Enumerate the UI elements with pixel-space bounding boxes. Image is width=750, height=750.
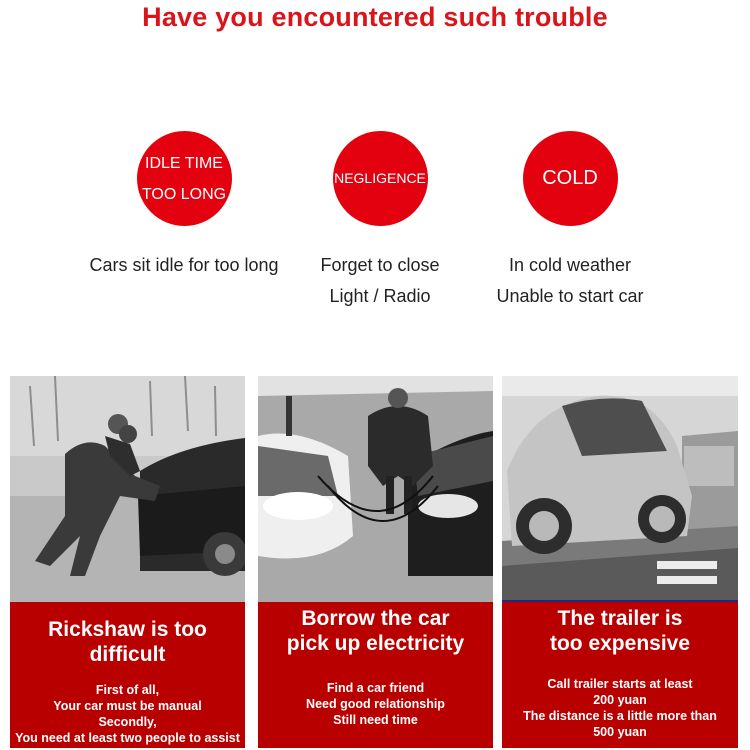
card-text-panel [502,602,738,748]
card-body-line: The distance is a little more than [523,709,717,723]
issue-description-line: Light / Radio [329,286,431,306]
issue-circle-line: IDLE TIME [145,154,223,172]
card-heading-line: Borrow the car [301,607,450,630]
card-heading-line: pick up electricity [286,632,465,655]
card-trailer [502,376,738,748]
issue-cold [450,131,690,312]
page-title: Have you encountered such trouble [142,2,608,32]
issue-circle-line: COLD [542,167,598,189]
issue-description-line: Cars sit idle for too long [89,255,279,275]
issue-circle [523,131,618,226]
card-body-line: Your car must be manual [53,699,202,713]
card-body-line: 500 yuan [593,725,647,739]
photo-pushing-car-in-snow [10,376,245,602]
card-heading-line: Rickshaw is too difficult [48,618,207,666]
issue-circle [137,131,232,226]
card-body-line: You need at least two people to assist [15,731,240,745]
issue-circle [333,131,428,226]
card-body-line: Call trailer starts at least [547,677,693,691]
card-body [258,656,493,728]
card-body-line: First of all, [95,683,160,697]
card-heading-line: too expensive [549,632,691,655]
card-heading-line: The trailer is [557,607,683,630]
card-body-line: 200 yuan [593,693,647,707]
issue-description-line: Forget to close [320,255,440,275]
card-heading [10,602,245,667]
photo-car-on-tow-truck [502,376,738,602]
card-body-line: Find a car friend [326,681,425,695]
issue-description-line: Unable to start car [496,286,644,306]
card-body-line: Secondly, [98,715,157,729]
issue-circle-line: NEGLIGENCE [334,170,426,186]
card-body [10,667,245,746]
card-borrow-car [258,376,493,748]
card-text-panel [10,602,245,748]
card-text-panel [258,602,493,748]
card-body-line: Still need time [333,713,418,727]
card-heading [502,602,738,656]
issue-circle-line: TOO LONG [141,185,227,203]
card-heading [258,602,493,656]
card-body-line: Need good relationship [306,697,445,711]
photo-jump-start-cables [258,376,493,602]
issue-description-line: In cold weather [508,255,632,275]
card-body [502,656,738,740]
issue-description [450,250,690,312]
card-rickshaw [10,376,245,748]
